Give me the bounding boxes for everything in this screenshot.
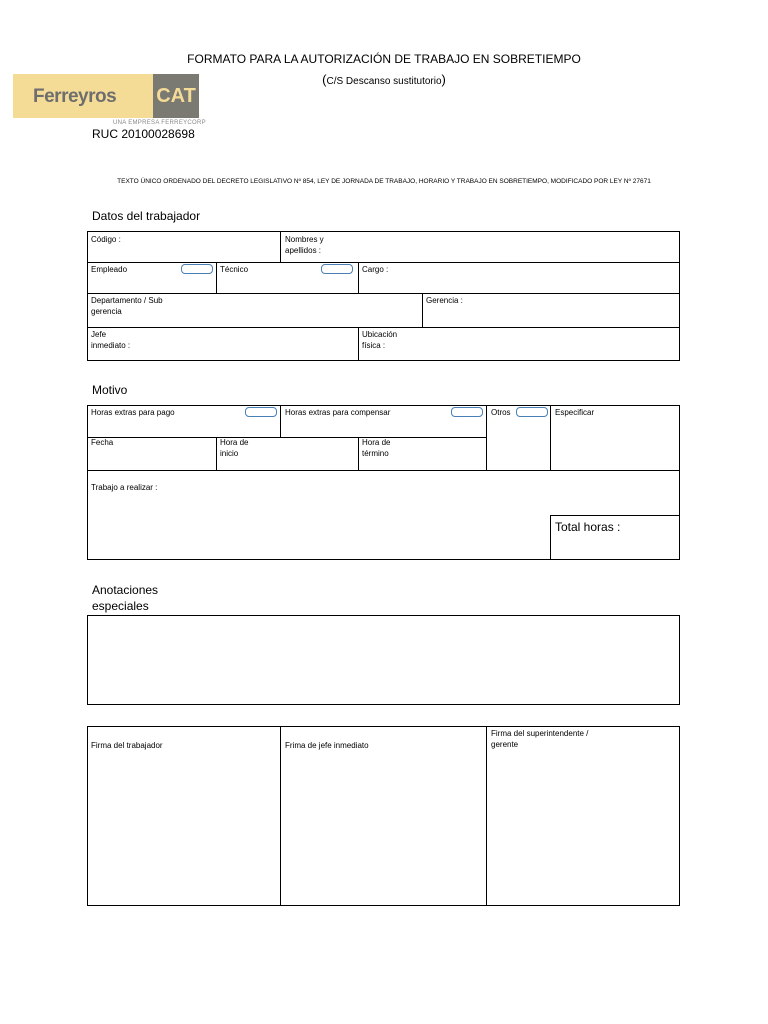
firma-superintendente-line2: gerente [491,740,519,749]
hora-termino-label-line2: término [362,449,389,458]
horas-pago-checkbox[interactable] [245,407,277,417]
divider [358,437,359,470]
ubicacion-label [362,329,397,351]
firma-trabajador-label: Firma del trabajador [91,741,163,750]
departamento-label-line1: Departamento / Sub [91,296,163,305]
firma-jefe-label: Frima de jefe inmediato [285,741,369,750]
document-title: FORMATO PARA LA AUTORIZACIÓN DE TRABAJO EN SOBRETIEMPO [187,52,581,66]
otros-checkbox[interactable] [516,407,548,417]
especificar-label: Especificar [555,408,595,417]
datos-table [87,231,680,361]
hora-termino-label [362,437,390,459]
hora-inicio-label [220,437,248,459]
divider [550,515,551,559]
tecnico-checkbox[interactable] [321,264,353,274]
divider [550,406,551,470]
ruc-number: RUC 20100028698 [92,127,195,141]
divider [280,727,281,905]
divider [88,327,679,328]
jefe-label-line1: Jefe [91,330,107,339]
nombres-label-line1: Nombres y [285,235,324,244]
subtitle-close: ) [441,72,446,87]
horas-compensar-checkbox[interactable] [451,407,483,417]
section-title-anotaciones [92,582,158,614]
codigo-label: Código : [91,235,121,244]
anotaciones-box[interactable] [87,615,680,705]
departamento-label-line2: gerencia [91,307,122,316]
ferreyros-logo [13,74,199,118]
anotaciones-title-line2: especiales [92,599,149,613]
empleado-checkbox[interactable] [181,264,213,274]
hora-inicio-label-line2: inicio [220,449,239,458]
logo-cat: CAT [153,74,199,118]
firma-superintendente-label [491,728,588,750]
divider [551,515,679,516]
firma-superintendente-line1: Firma del superintendente / [491,729,589,738]
divider [280,406,281,437]
divider [486,406,487,470]
subtitle-text: C/S Descanso sustitutorio [326,76,442,87]
firmas-table [87,726,680,906]
nombres-label [285,234,324,256]
fecha-label: Fecha [91,438,114,447]
otros-label: Otros [491,408,511,417]
subtitle-open: ( [322,72,327,87]
divider [88,262,679,263]
divider [216,437,217,470]
jefe-label [91,329,130,351]
jefe-label-line2: inmediato : [91,341,131,350]
divider [358,327,359,360]
total-horas-label: Total horas : [555,520,621,534]
hora-termino-label-line1: Hora de [362,438,391,447]
section-title-motivo: Motivo [92,383,128,397]
section-title-datos: Datos del trabajador [92,209,201,223]
divider [88,470,679,471]
divider [422,293,423,327]
ubicacion-label-line1: Ubicación [362,330,398,339]
decree-text: TEXTO ÚNICO ORDENADO DEL DECRETO LEGISLATIVO Nº 854, LEY DE JORNADA DE TRABAJO, HORARIO Y TRABAJO EN SOBRETIEMPO, MODIFICADO POR LEY Nº 27671 [117,178,651,185]
tecnico-label: Técnico [220,265,249,274]
gerencia-label: Gerencia : [426,296,463,305]
horas-compensar-label: Horas extras para compensar [285,408,391,417]
cargo-label: Cargo : [362,265,389,274]
divider [486,727,487,905]
logo-tagline: UNA EMPRESA FERREYCORP [113,120,206,126]
logo-brand: Ferreyros [33,86,117,107]
empleado-label: Empleado [91,265,128,274]
motivo-table [87,405,680,560]
divider [88,293,679,294]
departamento-label [91,295,163,317]
nombres-label-line2: apellidos : [285,246,322,255]
ubicacion-label-line2: física : [362,341,386,350]
divider [280,232,281,262]
hora-inicio-label-line1: Hora de [220,438,249,447]
horas-pago-label: Horas extras para pago [91,408,175,417]
trabajo-label: Trabajo a realizar : [91,483,158,492]
divider [216,262,217,293]
anotaciones-title-line1: Anotaciones [92,583,159,597]
divider [358,262,359,293]
divider [88,437,487,438]
